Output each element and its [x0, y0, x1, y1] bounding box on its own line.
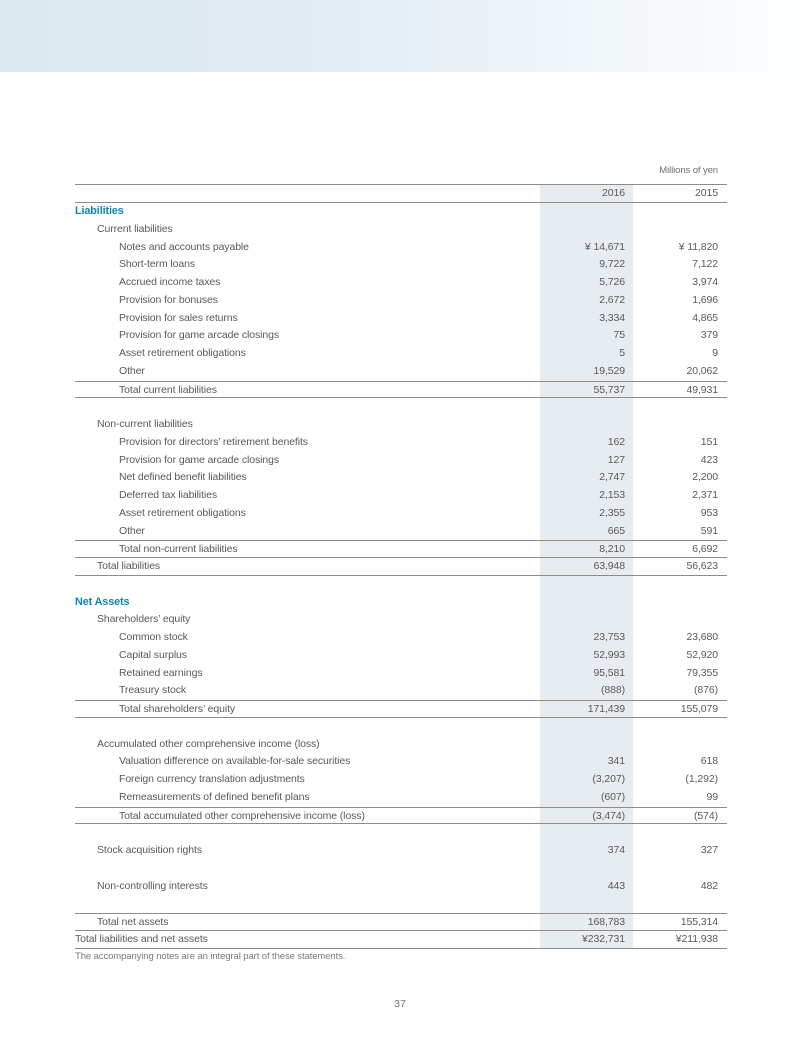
column-header-2015: 2015 — [695, 187, 718, 199]
value-2015: 2,200 — [692, 471, 718, 484]
value-2015 — [633, 203, 727, 221]
value-2016: 162 — [540, 434, 633, 452]
footnote: The accompanying notes are an integral part of these statements. — [75, 951, 346, 962]
table-row — [75, 682, 727, 700]
row-label: Asset retirement obligations — [119, 347, 246, 359]
value-2016: 168,783 — [540, 914, 633, 930]
row-label — [75, 398, 540, 416]
value-2016 — [540, 221, 633, 239]
value-2015 — [633, 718, 727, 736]
value-2016 — [540, 736, 633, 754]
row-label: Total shareholders’ equity — [119, 703, 236, 715]
row-label — [75, 860, 540, 878]
value-2016: 2,153 — [540, 487, 633, 505]
value-2015: 2,371 — [692, 489, 718, 501]
page-header-band — [0, 0, 800, 72]
table-row — [75, 416, 727, 434]
value-2015: 423 — [700, 453, 718, 466]
value-2016: 55,737 — [540, 382, 633, 398]
value-2015: 482 — [700, 879, 718, 892]
table-body — [75, 203, 727, 949]
row-label: Short-term loans — [119, 258, 196, 271]
row-label: Deferred tax liabilities — [119, 489, 217, 501]
table-row — [75, 700, 727, 718]
value-2016: 9,722 — [540, 256, 633, 274]
row-label: Provision for game arcade closings — [119, 329, 280, 342]
value-2015: 155,314 — [680, 916, 718, 928]
value-2016 — [540, 576, 633, 594]
value-2016: 23,753 — [540, 629, 633, 647]
value-2016: 374 — [540, 842, 633, 860]
value-2015: (876) — [693, 684, 718, 697]
value-2015: 9 — [712, 347, 718, 359]
table-spacer-row — [75, 860, 727, 878]
value-2015: 1,696 — [692, 293, 718, 306]
row-label: Total non-current liabilities — [119, 543, 238, 556]
value-2015 — [633, 594, 727, 612]
table-row — [75, 807, 727, 825]
value-2016: ¥ 14,671 — [540, 239, 633, 257]
value-2015: (574) — [693, 809, 718, 822]
value-2016: 5,726 — [540, 274, 633, 292]
table-row — [75, 469, 727, 487]
row-label: Total accumulated other comprehensive income (loss) — [119, 809, 365, 822]
value-2016: 63,948 — [540, 558, 633, 575]
value-2016: 75 — [540, 327, 633, 345]
value-2015: 151 — [700, 435, 718, 448]
value-2016: 127 — [540, 452, 633, 470]
value-2015: 49,931 — [686, 383, 718, 396]
table-row — [75, 381, 727, 399]
value-2015: 953 — [700, 506, 718, 519]
value-2015: 379 — [700, 329, 718, 342]
value-2016: 19,529 — [540, 363, 633, 381]
table-row — [75, 771, 727, 789]
table-row — [75, 753, 727, 771]
table-row — [75, 842, 727, 860]
table-row — [75, 274, 727, 292]
table-row — [75, 327, 727, 345]
row-label: Valuation difference on available-for-sale securities — [119, 755, 351, 768]
value-2016: 2,747 — [540, 469, 633, 487]
value-2015: 56,623 — [686, 560, 718, 572]
table-row — [75, 913, 727, 931]
value-2015: 79,355 — [686, 666, 718, 679]
row-label: Asset retirement obligations — [119, 506, 246, 519]
row-label: Non-current liabilities — [97, 418, 193, 430]
table-row — [75, 629, 727, 647]
value-2016: 443 — [540, 878, 633, 896]
table-row — [75, 665, 727, 683]
table-row — [75, 487, 727, 505]
row-label: Capital surplus — [119, 648, 187, 661]
value-2015: ¥ 11,820 — [678, 240, 718, 253]
page-number: 37 — [394, 998, 406, 1010]
value-2016 — [540, 718, 633, 736]
row-label: Retained earnings — [119, 666, 203, 679]
value-2016: 665 — [540, 523, 633, 541]
row-label: Provision for sales returns — [119, 311, 238, 324]
row-label — [75, 576, 540, 594]
table-row — [75, 256, 727, 274]
header-spacer-cell — [75, 185, 540, 202]
value-2016 — [540, 860, 633, 878]
value-2015: 618 — [700, 755, 718, 768]
table-spacer-row — [75, 398, 727, 416]
value-2016: (3,207) — [540, 771, 633, 789]
row-label: Liabilities — [75, 205, 124, 217]
row-label: Net defined benefit liabilities — [119, 471, 247, 484]
row-label: Total net assets — [97, 916, 169, 928]
value-2016: 171,439 — [540, 701, 633, 717]
table-row — [75, 434, 727, 452]
table-spacer-row — [75, 576, 727, 594]
balance-sheet-table — [75, 163, 727, 949]
value-2015: ¥211,938 — [675, 932, 718, 945]
value-2015 — [633, 576, 727, 594]
value-2015: 20,062 — [686, 364, 718, 377]
row-label: Total liabilities and net assets — [75, 932, 208, 945]
value-2015: 591 — [700, 524, 718, 537]
row-label: Foreign currency translation adjustments — [119, 773, 305, 785]
value-2016 — [540, 611, 633, 629]
table-row — [75, 611, 727, 629]
units-label: Millions of yen — [659, 165, 718, 176]
row-label — [75, 895, 540, 913]
value-2015 — [633, 611, 727, 629]
value-2015: 4,865 — [692, 311, 718, 324]
row-label: Total current liabilities — [119, 383, 217, 396]
row-label: Remeasurements of defined benefit plans — [119, 790, 310, 803]
row-label: Total liabilities — [97, 560, 161, 572]
value-2015: 6,692 — [692, 543, 718, 556]
value-2016: 52,993 — [540, 647, 633, 665]
value-2016 — [540, 824, 633, 842]
column-header-2016: 2016 — [540, 185, 633, 202]
table-row — [75, 310, 727, 328]
table-header-row — [75, 184, 727, 203]
value-2016: 3,334 — [540, 310, 633, 328]
row-label: Provision for game arcade closings — [119, 453, 280, 466]
value-2015 — [633, 221, 727, 239]
row-label: Net Assets — [75, 595, 130, 608]
row-label: Provision for directors’ retirement benefits — [119, 435, 308, 448]
table-row — [75, 505, 727, 523]
value-2016 — [540, 895, 633, 913]
table-spacer-row — [75, 895, 727, 913]
value-2015: 7,122 — [692, 258, 718, 271]
table-row — [75, 931, 727, 949]
value-2015 — [633, 895, 727, 913]
value-2016: 2,672 — [540, 292, 633, 310]
value-2015 — [633, 416, 727, 434]
table-row — [75, 540, 727, 558]
table-spacer-row — [75, 824, 727, 842]
value-2015: 327 — [700, 844, 718, 856]
value-2016: 8,210 — [540, 541, 633, 557]
table-row — [75, 878, 727, 896]
value-2015: 3,974 — [692, 276, 718, 288]
table-row — [75, 647, 727, 665]
value-2016 — [540, 416, 633, 434]
table-row — [75, 594, 727, 612]
table-row — [75, 239, 727, 257]
table-row — [75, 292, 727, 310]
value-2016: (3,474) — [540, 808, 633, 824]
table-row — [75, 221, 727, 239]
value-2016: (888) — [540, 682, 633, 700]
row-label — [75, 824, 540, 842]
value-2015: (1,292) — [685, 773, 718, 785]
table-row — [75, 789, 727, 807]
table-row — [75, 558, 727, 576]
value-2016: 5 — [540, 345, 633, 363]
row-label: Other — [119, 524, 145, 537]
table-row — [75, 345, 727, 363]
table-row — [75, 203, 727, 221]
row-label: Non-controlling interests — [97, 879, 208, 892]
row-label: Stock acquisition rights — [97, 844, 202, 856]
value-2015 — [633, 398, 727, 416]
table-row — [75, 736, 727, 754]
row-label — [75, 718, 540, 736]
value-2015 — [633, 736, 727, 754]
table-row — [75, 363, 727, 381]
row-label: Accrued income taxes — [119, 276, 221, 288]
row-label: Other — [119, 364, 145, 377]
row-label: Accumulated other comprehensive income (loss) — [97, 737, 320, 750]
value-2016: ¥232,731 — [540, 931, 633, 948]
value-2016 — [540, 398, 633, 416]
value-2015 — [633, 860, 727, 878]
row-label: Treasury stock — [119, 684, 187, 697]
value-2015: 99 — [706, 790, 718, 803]
value-2015: 52,920 — [686, 648, 718, 661]
row-label: Current liabilities — [97, 222, 173, 235]
table-row — [75, 523, 727, 541]
table-spacer-row — [75, 718, 727, 736]
value-2016: (607) — [540, 789, 633, 807]
table-row — [75, 452, 727, 470]
row-label: Notes and accounts payable — [119, 240, 249, 253]
value-2015 — [633, 824, 727, 842]
value-2016: 95,581 — [540, 665, 633, 683]
value-2015: 23,680 — [686, 631, 718, 643]
value-2016 — [540, 203, 633, 221]
value-2016 — [540, 594, 633, 612]
value-2016: 341 — [540, 753, 633, 771]
value-2016: 2,355 — [540, 505, 633, 523]
row-label: Shareholders’ equity — [97, 613, 191, 626]
row-label: Common stock — [119, 631, 188, 643]
value-2015: 155,079 — [680, 703, 718, 715]
row-label: Provision for bonuses — [119, 293, 218, 306]
